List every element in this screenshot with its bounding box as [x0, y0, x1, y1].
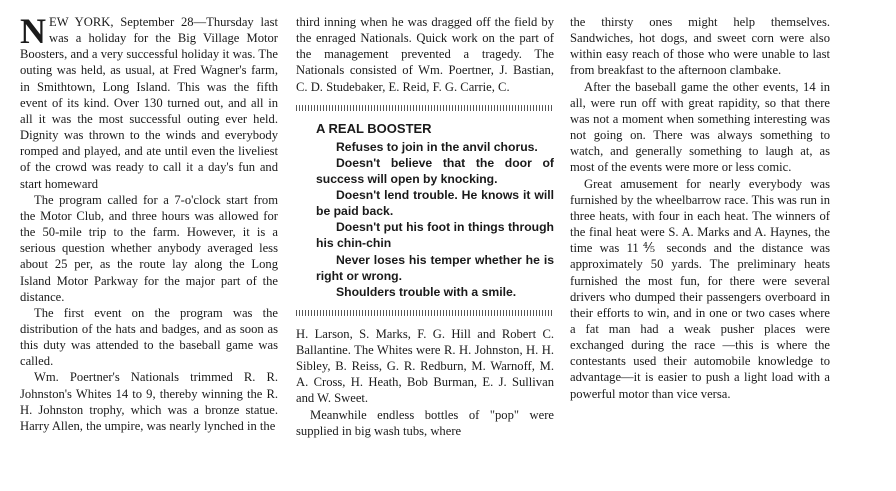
box-item: Doesn't believe that the door of success will open by knocking.: [316, 155, 554, 187]
paragraph-team-lists: H. Larson, S. Marks, F. G. Hill and Robert C. Ballantine. The Whites were R. H. Johnston, H. H. Sibley, B. Reiss, G. R. Redburn, M. Warnoff, M. A. Cross, H. Heath, Bob Burman, E. J. Sullivan and W. Sweet.: [296, 326, 554, 406]
real-booster-box: [296, 121, 554, 300]
paragraph-thirsty: the thirsty ones might help themselves. Sandwiches, hot dogs, and sweet corn were also within easy reach of those who were unable to last from breakfast to the afternoon clambake.: [570, 15, 830, 78]
column-1: [20, 11, 278, 434]
box-item: Refuses to join in the anvil chorus.: [336, 139, 538, 154]
paragraph-pop: Meanwhile endless bottles of "pop" were supplied in big wash tubs, where: [296, 407, 554, 438]
column-2: [296, 14, 554, 439]
box-item: Doesn't lend trouble. He knows it will be paid back.: [316, 188, 554, 219]
paragraph-nationals: Wm. Poertner's Nationals trimmed R. R. Johnston's Whites 14 to 9, thereby winning the R. H. Johnston trophy, which was a bronze statue. Harry Allen, the umpire, was nearly lynched in the: [20, 370, 278, 433]
paragraph-first-event: The first event on the program was the distribution of the hats and badges, and as soon as this duty was attended to the baseball game was called.: [20, 305, 278, 369]
lead-paragraph-text: EW YORK, September 28—Thursday last was a holiday for the Big Village Motor Boosters, and a very successful holiday it was. The outing was held, as usual, at Fred Wagner's farm, in Smithtown, Long Island. This was the fifth event of its kind. Over 130 turned out, and all in all it was the most successful outing ever held. Dignity was thrown to the winds and everybody romped and played, and ate until even the liveliest of the crowd was ready to call it a day's fun and start homeward: [20, 15, 278, 191]
box-item: Never loses his temper whether he is right or wrong.: [316, 252, 554, 283]
paragraph-program: The program called for a 7-o'clock start from the Motor Club, and three hours was allowed for the 50-mile trip to the farm. However, it is a serious question whether anybody averaged less about 25 per, as the route lay along the Long Island Motor Parkway for the major part of the distance.: [20, 192, 278, 304]
divider-rule-bottom: [296, 310, 554, 316]
lead-paragraph: [20, 11, 278, 192]
column-3: [570, 14, 830, 402]
box-item: Doesn't put his foot in things through his chin-chin: [316, 220, 554, 251]
box-title: A REAL BOOSTER: [316, 120, 432, 136]
drop-cap: N: [20, 11, 46, 51]
paragraph-wheelbarrow: Great amusement for nearly everybody was furnished by the wheelbarrow race. This was run in three heats, with four in each heat. The winners of the final heat were S. A. Marks and A. Haynes, the time was 11⅘ seconds and the distance was approximately 50 yards. The preliminary heats furnished the most fun, for there were several drivers who dumped their passengers overboard in their efforts to win, and in one or two cases where a fat man had a weak pusher places were exchanged during the race —this is where the contestants used their automobile knowledge to advantage—it is easier to push a light load with a powerful motor than vice versa.: [570, 176, 830, 401]
box-item: Shoulders trouble with a smile.: [336, 284, 517, 299]
paragraph-other-events: After the baseball game the other events, 14 in all, were run off with great rapidity, so that there was not a moment when something interesting was not going on. There was always something to watch, and generally something to laugh at, as most of the events were more or less comic.: [570, 79, 830, 175]
divider-rule-top: [296, 105, 554, 111]
paragraph-third-inning: third inning when he was dragged off the field by the enraged Nationals. Quick work on the part of the management prevented a tragedy. The Nationals consisted of Wm. Poertner, J. Bastian, C. D. Studebaker, E. Reid, F. G. Carrie, C.: [296, 15, 554, 94]
